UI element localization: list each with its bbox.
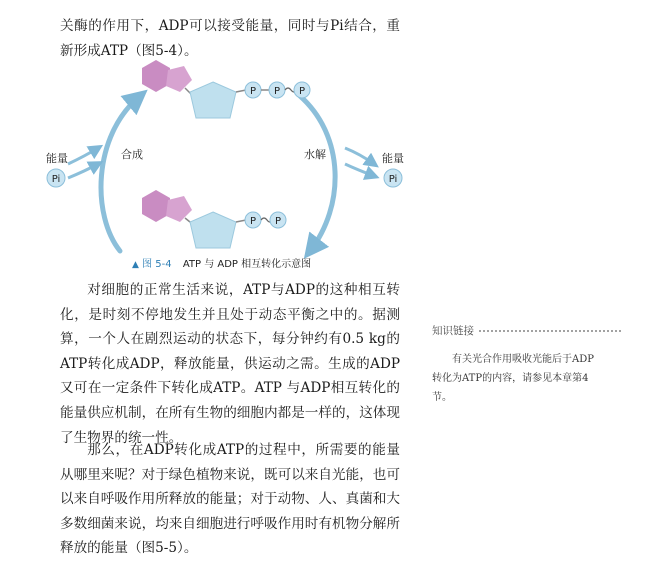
left-pi-label: Pi <box>51 174 61 185</box>
synthesis-label: 合成 <box>121 148 143 161</box>
atp-molecule <box>142 60 310 118</box>
hydrolysis-arrow <box>300 96 335 251</box>
energy-out-arrow <box>345 148 374 164</box>
adp-base-hexagon <box>142 190 170 222</box>
synthesis-arrow <box>101 96 140 251</box>
atp-base-hexagon <box>142 60 170 92</box>
figure-number: 图 5-4 <box>142 259 172 270</box>
right-pi-label: Pi <box>388 174 398 185</box>
hydrolysis-label: 水解 <box>304 148 326 161</box>
figure-caption <box>132 255 311 270</box>
svg-text:P: P <box>249 86 257 97</box>
caption-marker: ▲ <box>132 260 139 270</box>
adp-base-pentagon <box>166 196 192 222</box>
pi-out-arrow <box>345 164 374 176</box>
sidebar-dotted-rule <box>478 328 622 334</box>
sidebar-knowledge-link <box>432 323 622 338</box>
left-energy-label: 能量 <box>46 152 68 165</box>
svg-text:P: P <box>274 216 282 227</box>
adp-molecule <box>142 190 286 248</box>
pi-in-arrow <box>68 164 98 178</box>
sidebar-text: 有关光合作用吸收光能后于ADP转化为ATP的内容，请参见本章第4节。 <box>432 354 594 403</box>
svg-text:P: P <box>273 86 281 97</box>
right-energy-label: 能量 <box>382 152 404 165</box>
intro-paragraph: 关酶的作用下，ADP可以接受能量，同时与Pi结合，重新形成ATP（图5-4）。 <box>60 18 400 59</box>
sidebar-title: 知识链接 <box>432 325 474 337</box>
caption-text: ATP 与 ADP 相互转化示意图 <box>182 259 312 270</box>
atp-sugar <box>190 82 236 118</box>
energy-in-arrow <box>68 148 98 164</box>
svg-text:P: P <box>249 216 257 227</box>
body-paragraph-2: 那么，在ADP转化成ATP的过程中，所需要的能量从哪里来呢？对于绿色植物来说，既可以来自光能，也可以来自呼吸作用所释放的能量；对于动物、人、真菌和大多数细菌来说，均来自细胞进行呼吸作用时有机物分解所释放的能量（图5-5）。 <box>60 442 400 557</box>
atp-base-pentagon <box>166 66 192 92</box>
atp-adp-conversion-diagram <box>0 56 420 276</box>
body-paragraph-1: 对细胞的正常生活来说，ATP与ADP的这种相互转化，是时刻不停地发生并且处于动态平衡之中的。据测算，一个人在剧烈运动的状态下，每分钟约有0.5 kg的ATP转化成ADP，释放能量，供运动之需。生成的ADP又可在一定条件下转化成ATP。ATP 与ADP相互转化的能量供应机制，在所有生物的细胞内都是一样的，这体现了生物界的统一性。 <box>60 282 400 446</box>
adp-sugar <box>190 212 236 248</box>
svg-text:P: P <box>298 86 306 97</box>
